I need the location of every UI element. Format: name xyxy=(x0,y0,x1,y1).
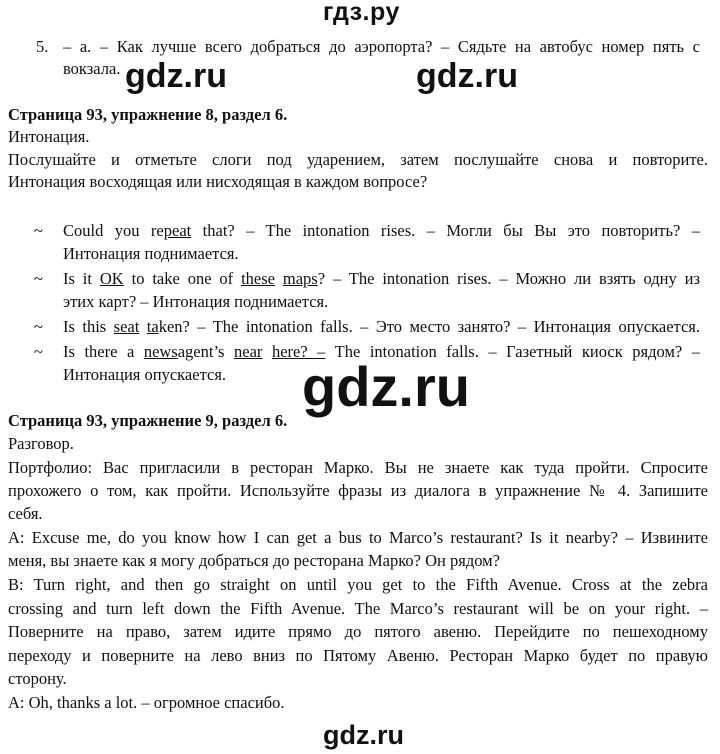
section9-line: переходу и поверните на лево вниз по Пятому Авеню. Ресторан Марко будет по правую xyxy=(8,646,708,665)
section8-instructions-line1: Послушайте и отметьте слоги под ударением, затем послушайте снова и повторите. xyxy=(8,150,708,169)
stressed-syllable: near xyxy=(234,342,263,361)
section9-line: Поверните на право, затем идите прямо до пятого авеню. Перейдите по пешеходному xyxy=(8,622,708,641)
stressed-syllable: news xyxy=(143,342,178,361)
intonation-item-3: Is this seat taken? – The intonation falls. – Это место занято? – Интонация опускается. xyxy=(63,317,700,336)
intonation-item-1: Could you repeat that? – The intonation rises. – Могли бы Вы это повторить? – xyxy=(63,221,700,240)
bullet-icon: ~ xyxy=(34,221,43,240)
intonation-item-2: Is it OK to take one of these maps? – The intonation rises. – Можно ли взять одну из xyxy=(63,269,700,288)
section9-line: A: Oh, thanks a lot. – огромное спасибо. xyxy=(8,693,285,712)
bullet-icon: ~ xyxy=(34,269,43,288)
bullet-icon: ~ xyxy=(34,342,43,361)
section8-instructions-line2: Интонация восходящая или нисходящая в каждом вопросе? xyxy=(8,172,428,191)
intonation-item-1-line2: Интонация поднимается. xyxy=(63,244,239,263)
intonation-item-4-line2: Интонация опускается. xyxy=(63,365,227,384)
section9-heading: Страница 93, упражнение 9, раздел 6. xyxy=(8,411,288,430)
stressed-syllable: these xyxy=(241,269,275,288)
item5-line2: вокзала. xyxy=(63,59,121,78)
section9-line: B: Turn right, and then go straight on until you get to the Fifth Avenue. Cross at the zebra xyxy=(8,575,708,594)
section9-line: Портфолио: Вас пригласили в ресторан Марко. Вы не знаете как туда пройти. Спросите xyxy=(8,458,708,477)
intonation-item-4: Is there a newsagent’s near here? – The intonation falls. – Газетный киоск рядом? – xyxy=(63,342,700,361)
intonation-item-2-line2: этих карт? – Интонация поднимается. xyxy=(63,292,329,311)
section9-line: A: Excuse me, do you know how I can get a bus to Marco’s restaurant? Is it nearby? – Извините xyxy=(8,528,708,547)
watermark-left: gdz.ru xyxy=(125,57,227,95)
section9-line: crossing and turn left down the Fifth Avenue. The Marco’s restaurant will be on your right. – xyxy=(8,599,708,618)
stressed-syllable: OK xyxy=(99,269,124,288)
section9-line: себя. xyxy=(8,504,43,523)
watermark-right: gdz.ru xyxy=(416,57,518,95)
stressed-syllable: ta xyxy=(146,317,159,336)
section9-line: прохожего о том, как пройти. Используйте фразы из диалога в упражнение № 4. Запишите xyxy=(8,481,708,500)
bullet-icon: ~ xyxy=(34,317,43,336)
site-watermark-top: гдз.ру xyxy=(323,0,400,26)
section9-line: меня, вы знаете как я могу добраться до ресторана Марко? Он рядом? xyxy=(8,551,500,570)
item5-line1: – a. – Как лучше всего добраться до аэропорта? – Сядьте на автобус номер пять с xyxy=(63,37,700,56)
section9-subtitle: Разговор. xyxy=(8,434,74,453)
section8-heading: Страница 93, упражнение 8, раздел 6. xyxy=(8,105,288,124)
item-number: 5. xyxy=(36,37,49,56)
stressed-syllable: seat xyxy=(113,317,140,336)
stressed-syllable: maps xyxy=(282,269,318,288)
section8-subtitle: Интонация. xyxy=(8,127,90,146)
section9-line: сторону. xyxy=(8,669,67,688)
stressed-syllable: here? – xyxy=(271,342,326,361)
watermark-bottom: gdz.ru xyxy=(323,720,404,750)
watermark-center: gdz.ru xyxy=(302,355,470,418)
stressed-syllable: peat xyxy=(163,221,192,240)
